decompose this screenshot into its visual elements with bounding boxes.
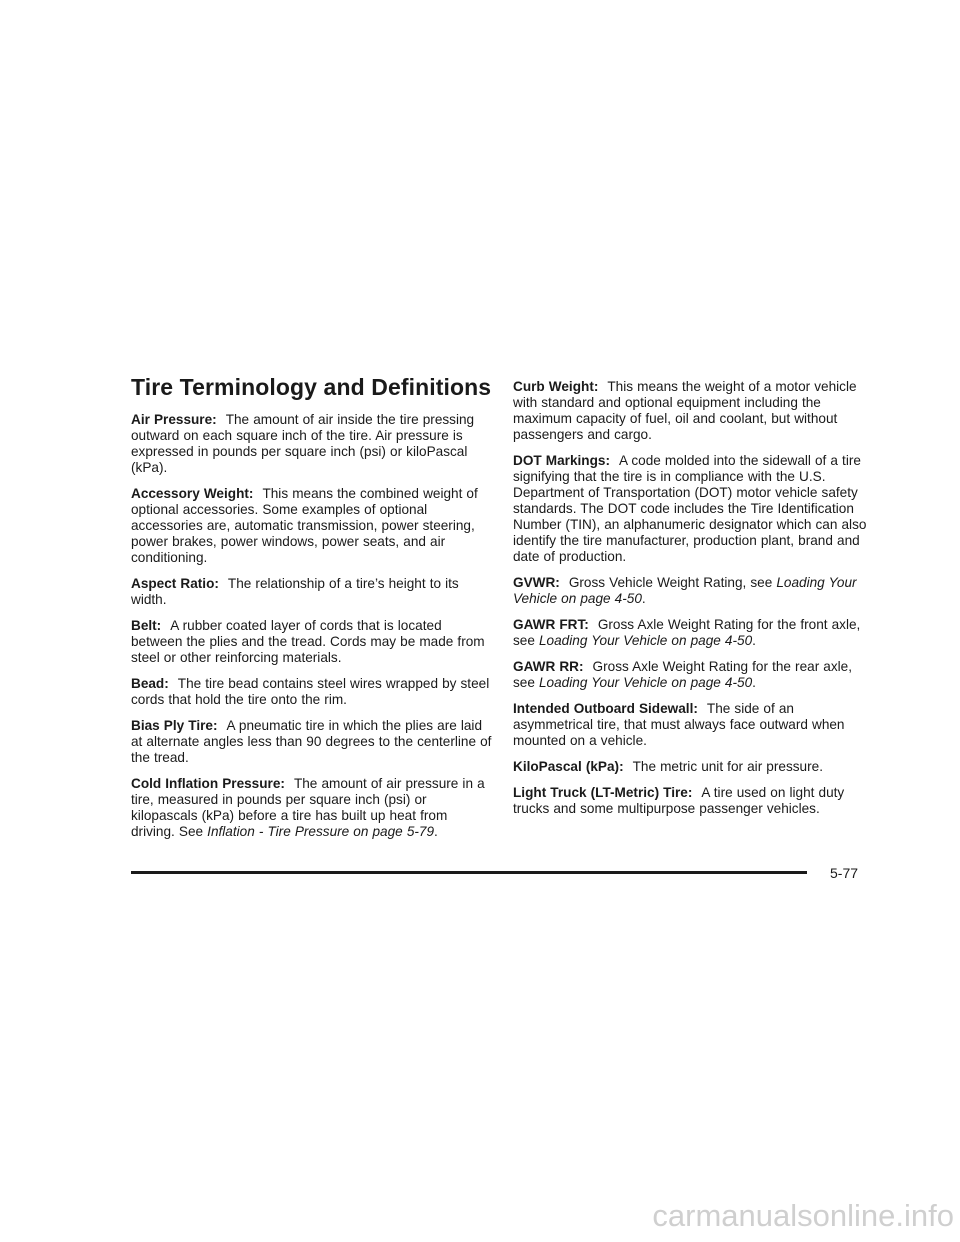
term: GAWR FRT: bbox=[513, 617, 589, 632]
cross-reference-link[interactable]: Inflation - Tire Pressure on page 5-79 bbox=[207, 824, 435, 839]
definition-aspect-ratio bbox=[131, 576, 493, 608]
definition-text: A rubber coated layer of cords that is located between the plies and the tread. Cords may be made from steel or other reinforcing materials. bbox=[131, 618, 485, 665]
term: GAWR RR: bbox=[513, 659, 584, 674]
watermark: carmanualsonline.info bbox=[652, 1198, 954, 1233]
term: DOT Markings: bbox=[513, 453, 610, 468]
definition-light-truck-tire bbox=[513, 785, 875, 817]
term: Belt: bbox=[131, 618, 162, 633]
term: Cold Inflation Pressure: bbox=[131, 776, 285, 791]
definition-cold-inflation-pressure bbox=[131, 776, 493, 840]
definition-text: This means the weight of a motor vehicle with standard and optional equipment including the maximum capacity of fuel, oil and coolant, but without passengers and cargo. bbox=[513, 379, 857, 442]
definition-tail: . bbox=[752, 633, 756, 648]
page-title: Tire Terminology and Definitions bbox=[131, 374, 492, 400]
definition-text: The amount of air inside the tire pressing outward on each square inch of the tire. Air pressure is expressed in pounds per square inch (psi) or kiloPascal (kPa). bbox=[131, 412, 475, 475]
footer-rule bbox=[131, 871, 807, 874]
right-column bbox=[513, 379, 875, 827]
term: Air Pressure: bbox=[131, 412, 217, 427]
definition-text: The side of an asymmetrical tire, that must always face outward when mounted on a vehicle. bbox=[513, 701, 845, 748]
page-number: 5-77 bbox=[830, 865, 859, 881]
term: KiloPascal (kPa): bbox=[513, 759, 624, 774]
term: GVWR: bbox=[513, 575, 560, 590]
definition-text: Gross Axle Weight Rating for the front axle, see bbox=[513, 617, 861, 648]
cross-reference-link[interactable]: Loading Your Vehicle on page 4-50 bbox=[513, 575, 857, 606]
term: Aspect Ratio: bbox=[131, 576, 219, 591]
term: Bias Ply Tire: bbox=[131, 718, 218, 733]
definition-dot-markings bbox=[513, 453, 875, 565]
definition-tail: . bbox=[752, 675, 756, 690]
definition-text: A pneumatic tire in which the plies are laid at alternate angles less than 90 degrees to the centerline of the tread. bbox=[131, 718, 492, 765]
definition-bead bbox=[131, 676, 493, 708]
definition-belt bbox=[131, 618, 493, 666]
definition-curb-weight bbox=[513, 379, 875, 443]
term: Bead: bbox=[131, 676, 169, 691]
definition-kilopascal bbox=[513, 759, 875, 775]
definition-text: A code molded into the sidewall of a tire signifying that the tire is in compliance with the U.S. Department of Transportation (DOT) motor vehicle safety standards. The DOT code includes the Tire Identification Number (TIN), an alphanumeric designator which can also identify the tire manufacturer, production plant, brand and date of production. bbox=[513, 453, 867, 564]
definition-gvwr bbox=[513, 575, 875, 607]
definition-text: This means the combined weight of optional accessories. Some examples of optional accessories are, automatic transmission, power steering, power brakes, power windows, power seats, and air conditioning. bbox=[131, 486, 478, 565]
definition-text: The amount of air pressure in a tire, measured in pounds per square inch (psi) or kilopascals (kPa) before a tire has built up heat from driving. See bbox=[131, 776, 485, 839]
definition-tail: . bbox=[641, 591, 646, 606]
definition-intended-outboard-sidewall bbox=[513, 701, 875, 749]
term: Intended Outboard Sidewall: bbox=[513, 701, 698, 716]
definition-air-pressure bbox=[131, 412, 493, 476]
definition-gawr-frt bbox=[513, 617, 875, 649]
definition-text: A tire used on light duty trucks and some multipurpose passenger vehicles. bbox=[513, 785, 845, 816]
definition-gawr-rr bbox=[513, 659, 875, 691]
definition-text: The relationship of a tire’s height to its width. bbox=[131, 576, 459, 607]
definition-bias-ply-tire bbox=[131, 718, 493, 766]
cross-reference-link[interactable]: Loading Your Vehicle on page 4-50 bbox=[539, 675, 753, 690]
definition-tail: . bbox=[434, 824, 438, 839]
definition-text: Gross Axle Weight Rating for the rear axle, see bbox=[513, 659, 853, 690]
definition-accessory-weight bbox=[131, 486, 493, 566]
definition-text: Gross Vehicle Weight Rating, see bbox=[568, 575, 777, 590]
definition-text: The metric unit for air pressure. bbox=[632, 759, 823, 774]
term: Accessory Weight: bbox=[131, 486, 254, 501]
definition-text: The tire bead contains steel wires wrapped by steel cords that hold the tire onto the rim. bbox=[131, 676, 490, 707]
cross-reference-link[interactable]: Loading Your Vehicle on page 4-50 bbox=[539, 633, 753, 648]
term: Curb Weight: bbox=[513, 379, 599, 394]
left-column bbox=[131, 412, 493, 850]
term: Light Truck (LT-Metric) Tire: bbox=[513, 785, 693, 800]
